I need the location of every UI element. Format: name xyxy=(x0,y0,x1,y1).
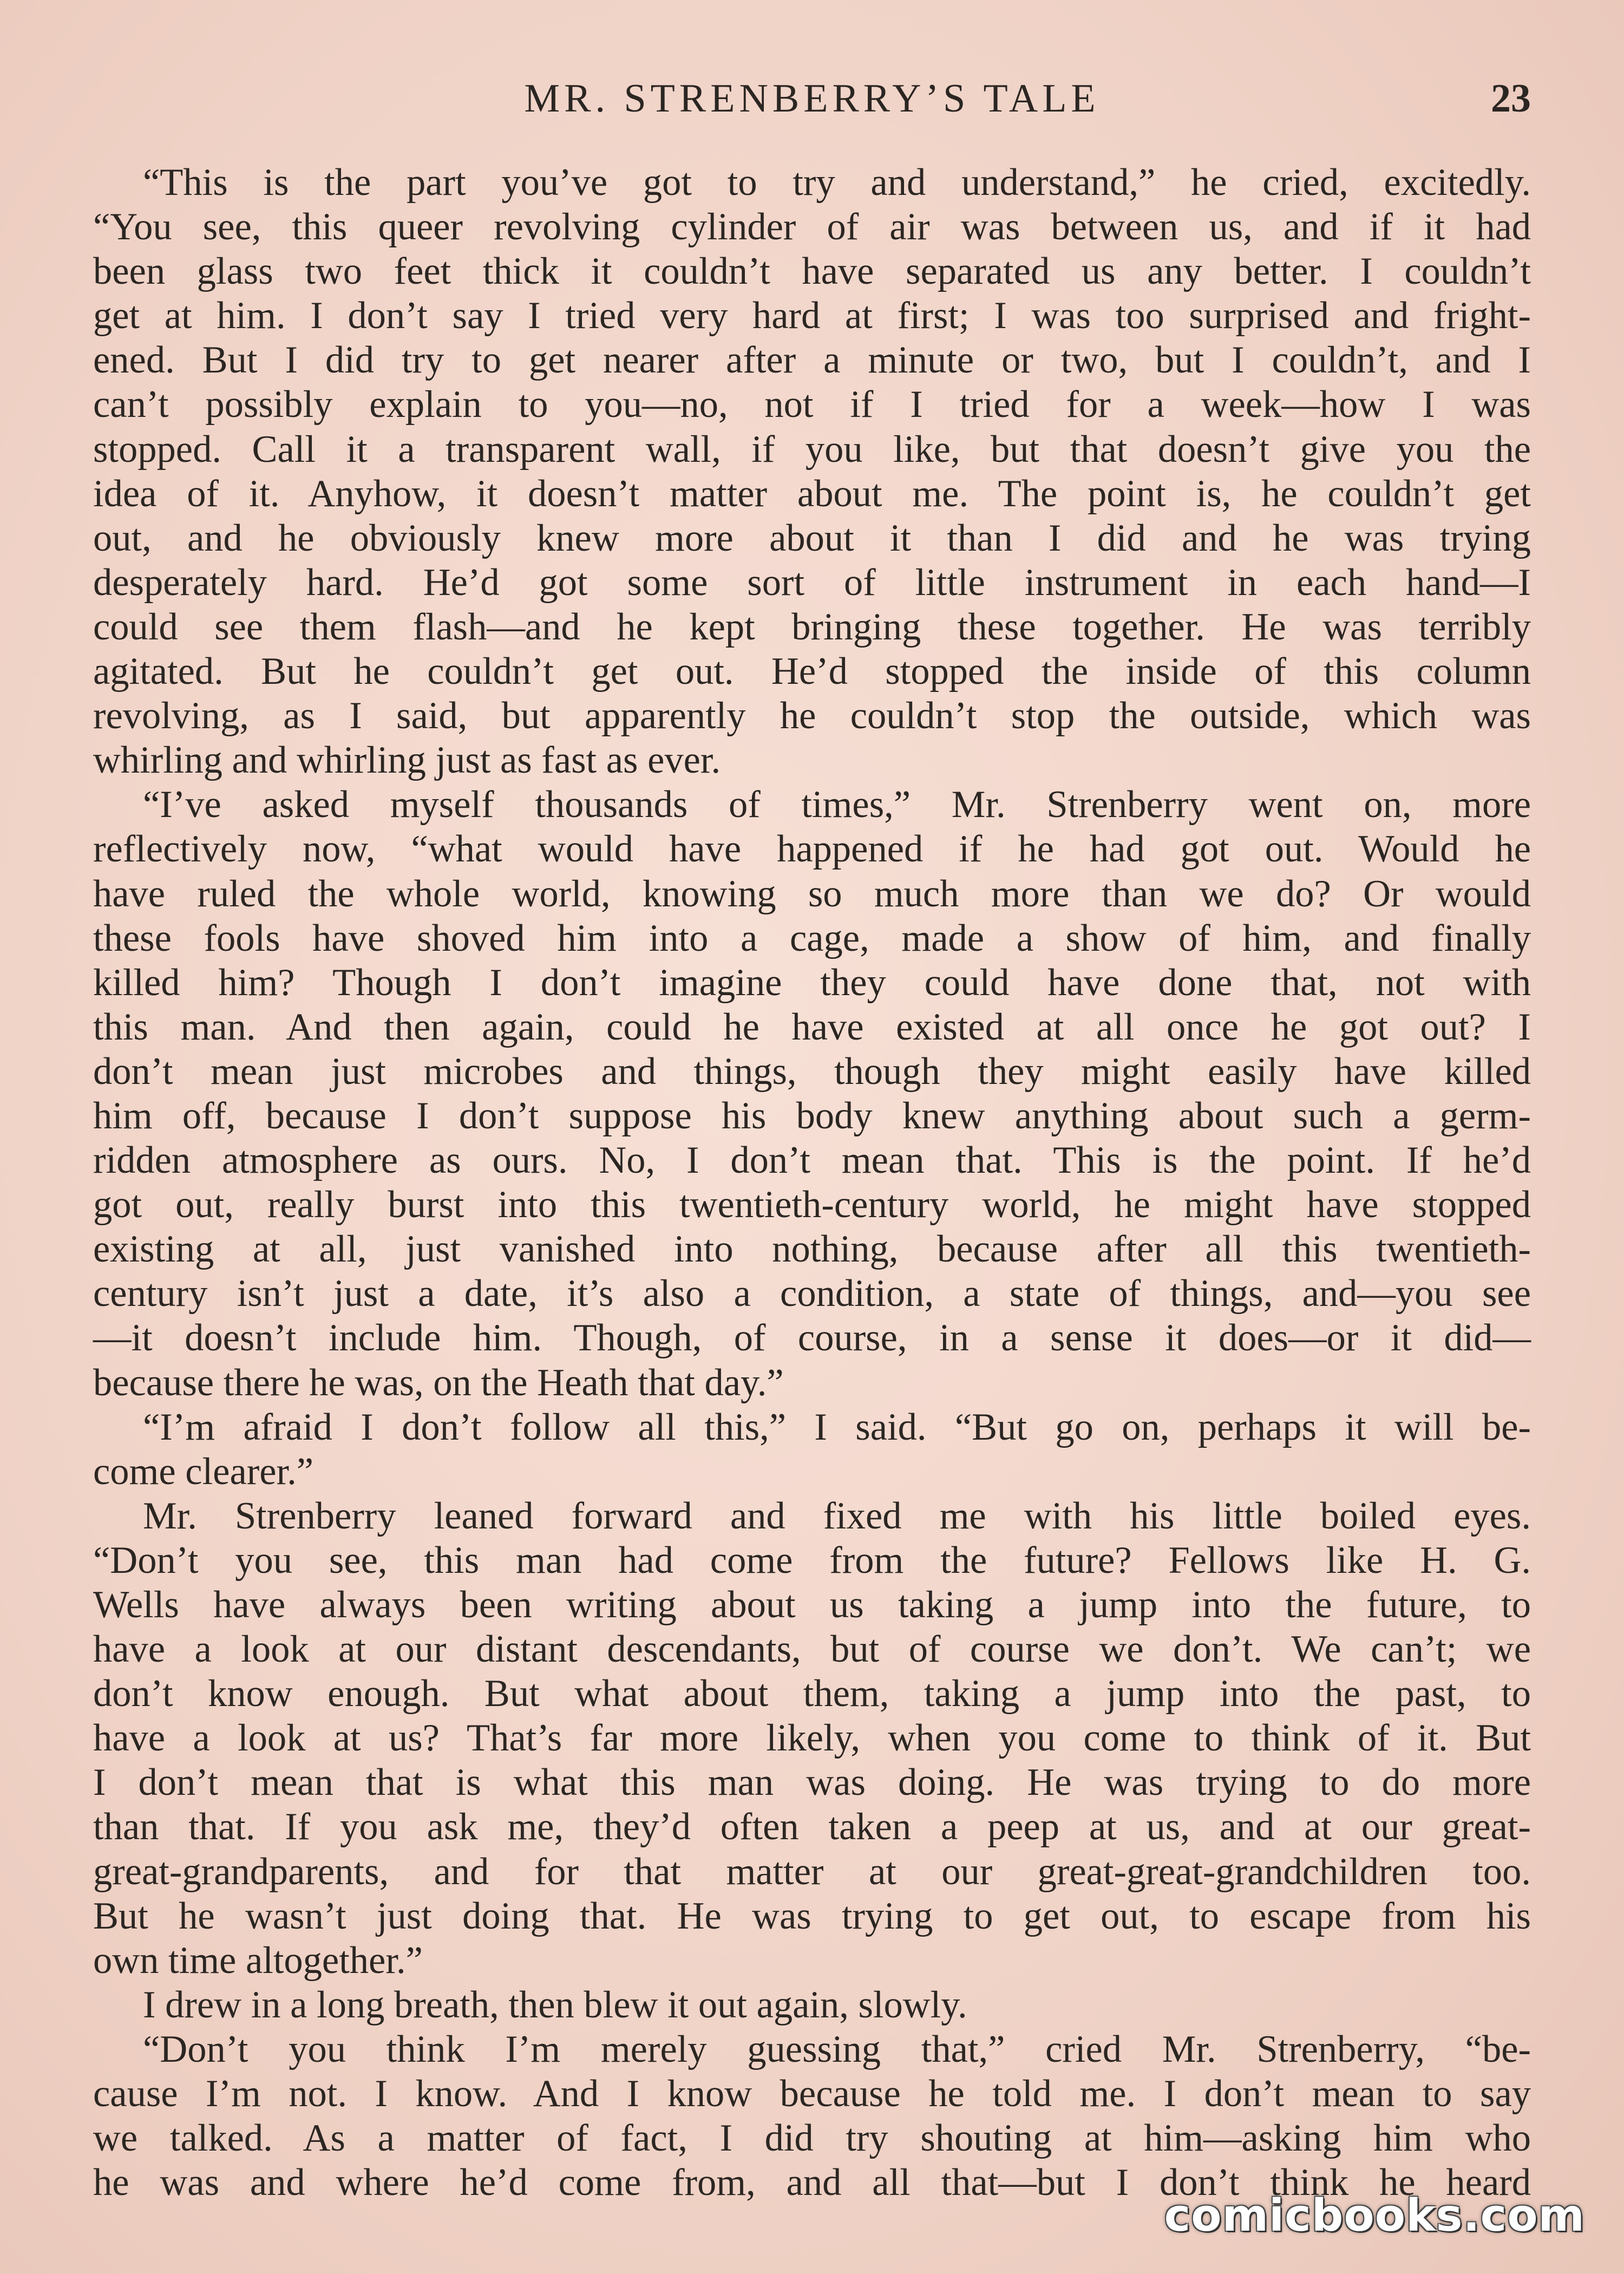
text-line: “You see, this queer revolving cylinder of air was between us, and if it had xyxy=(93,206,1531,249)
text-line: stopped. Call it a transparent wall, if you like, but that doesn’t give you the xyxy=(93,428,1531,471)
text-line: “Don’t you think I’m merely guessing that,” cried Mr. Strenberry, “be- xyxy=(143,2028,1531,2070)
text-line: this man. And then again, could he have existed at all once he got out? I xyxy=(93,1005,1531,1048)
text-line: —it doesn’t include him. Though, of course, in a sense it does—or it did— xyxy=(93,1317,1531,1360)
text-line: him off, because I don’t suppose his body knew anything about such a germ- xyxy=(93,1094,1531,1137)
text-line: “I’ve asked myself thousands of times,” Mr. Strenberry went on, more xyxy=(143,783,1531,826)
text-line: I drew in a long breath, then blew it out again, slowly. xyxy=(143,1983,967,2026)
text-line: ridden atmosphere as ours. No, I don’t mean that. This is the point. If he’d xyxy=(93,1139,1531,1182)
text-line: reflectively now, “what would have happened if he had got out. Would he xyxy=(93,828,1531,871)
text-line: don’t know enough. But what about them, taking a jump into the past, to xyxy=(93,1672,1531,1715)
text-line: great-grandparents, and for that matter at our great-great-grandchildren too. xyxy=(93,1850,1531,1893)
text-line: “This is the part you’ve got to try and understand,” he cried, excitedly. xyxy=(143,161,1531,204)
text-line: whirling and whirling just as fast as ever. xyxy=(93,739,721,782)
text-line: I don’t mean that is what this man was doing. He was trying to do more xyxy=(93,1761,1531,1804)
text-line: But he wasn’t just doing that. He was trying to get out, to escape from his xyxy=(93,1894,1531,1937)
text-line: desperately hard. He’d got some sort of little instrument in each hand—I xyxy=(93,561,1531,604)
text-line: out, and he obviously knew more about it than I did and he was trying xyxy=(93,517,1531,559)
text-line: could see them flash—and he kept bringing these together. He was terribly xyxy=(93,605,1531,648)
text-line: agitated. But he couldn’t get out. He’d stopped the inside of this column xyxy=(93,650,1531,693)
running-head xyxy=(93,77,1531,120)
text-line: killed him? Though I don’t imagine they could have done that, not with xyxy=(93,961,1531,1004)
text-line: come clearer.” xyxy=(93,1450,314,1493)
text-line: can’t possibly explain to you—no, not if I tried for a week—how I was xyxy=(93,383,1531,426)
watermark: comicbooks.com xyxy=(1164,2190,1585,2242)
text-line: own time altogether.” xyxy=(93,1939,423,1982)
text-line: because there he was, on the Heath that day.” xyxy=(93,1361,784,1404)
text-line: have a look at our distant descendants, but of course we don’t. We can’t; we xyxy=(93,1628,1531,1671)
text-line: Mr. Strenberry leaned forward and fixed me with his little boiled eyes. xyxy=(143,1494,1531,1537)
running-title: MR. STRENBERRY’S TALE xyxy=(524,76,1100,121)
text-line: idea of it. Anyhow, it doesn’t matter about me. The point is, he couldn’t get xyxy=(93,472,1531,515)
text-line: existing at all, just vanished into nothing, because after all this twentieth- xyxy=(93,1228,1531,1271)
text-line: Wells have always been writing about us taking a jump into the future, to xyxy=(93,1584,1531,1626)
page-number: 23 xyxy=(1491,76,1531,121)
body-text xyxy=(93,160,1531,2205)
text-line: we talked. As a matter of fact, I did try shouting at him—asking him who xyxy=(93,2117,1531,2160)
text-line: don’t mean just microbes and things, though they might easily have killed xyxy=(93,1050,1531,1093)
text-line: these fools have shoved him into a cage, made a show of him, and finally xyxy=(93,917,1531,959)
text-line: get at him. I don’t say I tried very hard at first; I was too surprised and fright- xyxy=(93,295,1531,337)
text-line: “I’m afraid I don’t follow all this,” I said. “But go on, perhaps it will be- xyxy=(143,1406,1531,1448)
text-line: revolving, as I said, but apparently he couldn’t stop the outside, which was xyxy=(93,695,1531,737)
text-line: been glass two feet thick it couldn’t have separated us any better. I couldn’t xyxy=(93,250,1531,293)
text-line: century isn’t just a date, it’s also a condition, a state of things, and—you see xyxy=(93,1272,1531,1315)
text-line: have a look at us? That’s far more likely, when you come to think of it. But xyxy=(93,1717,1531,1760)
text-line: have ruled the whole world, knowing so much more than we do? Or would xyxy=(93,872,1531,915)
text-line: got out, really burst into this twentieth-century world, he might have stopped xyxy=(93,1184,1531,1226)
text-line: cause I’m not. I know. And I know because he told me. I don’t mean to say xyxy=(93,2073,1531,2115)
text-line: “Don’t you see, this man had come from the future? Fellows like H. G. xyxy=(93,1539,1531,1582)
text-line: than that. If you ask me, they’d often taken a peep at us, and at our great- xyxy=(93,1806,1531,1848)
text-line: ened. But I did try to get nearer after a minute or two, but I couldn’t, and I xyxy=(93,339,1531,382)
text-line: he was and where he’d come from, and all that—but I don’t think he heard xyxy=(93,2161,1531,2204)
